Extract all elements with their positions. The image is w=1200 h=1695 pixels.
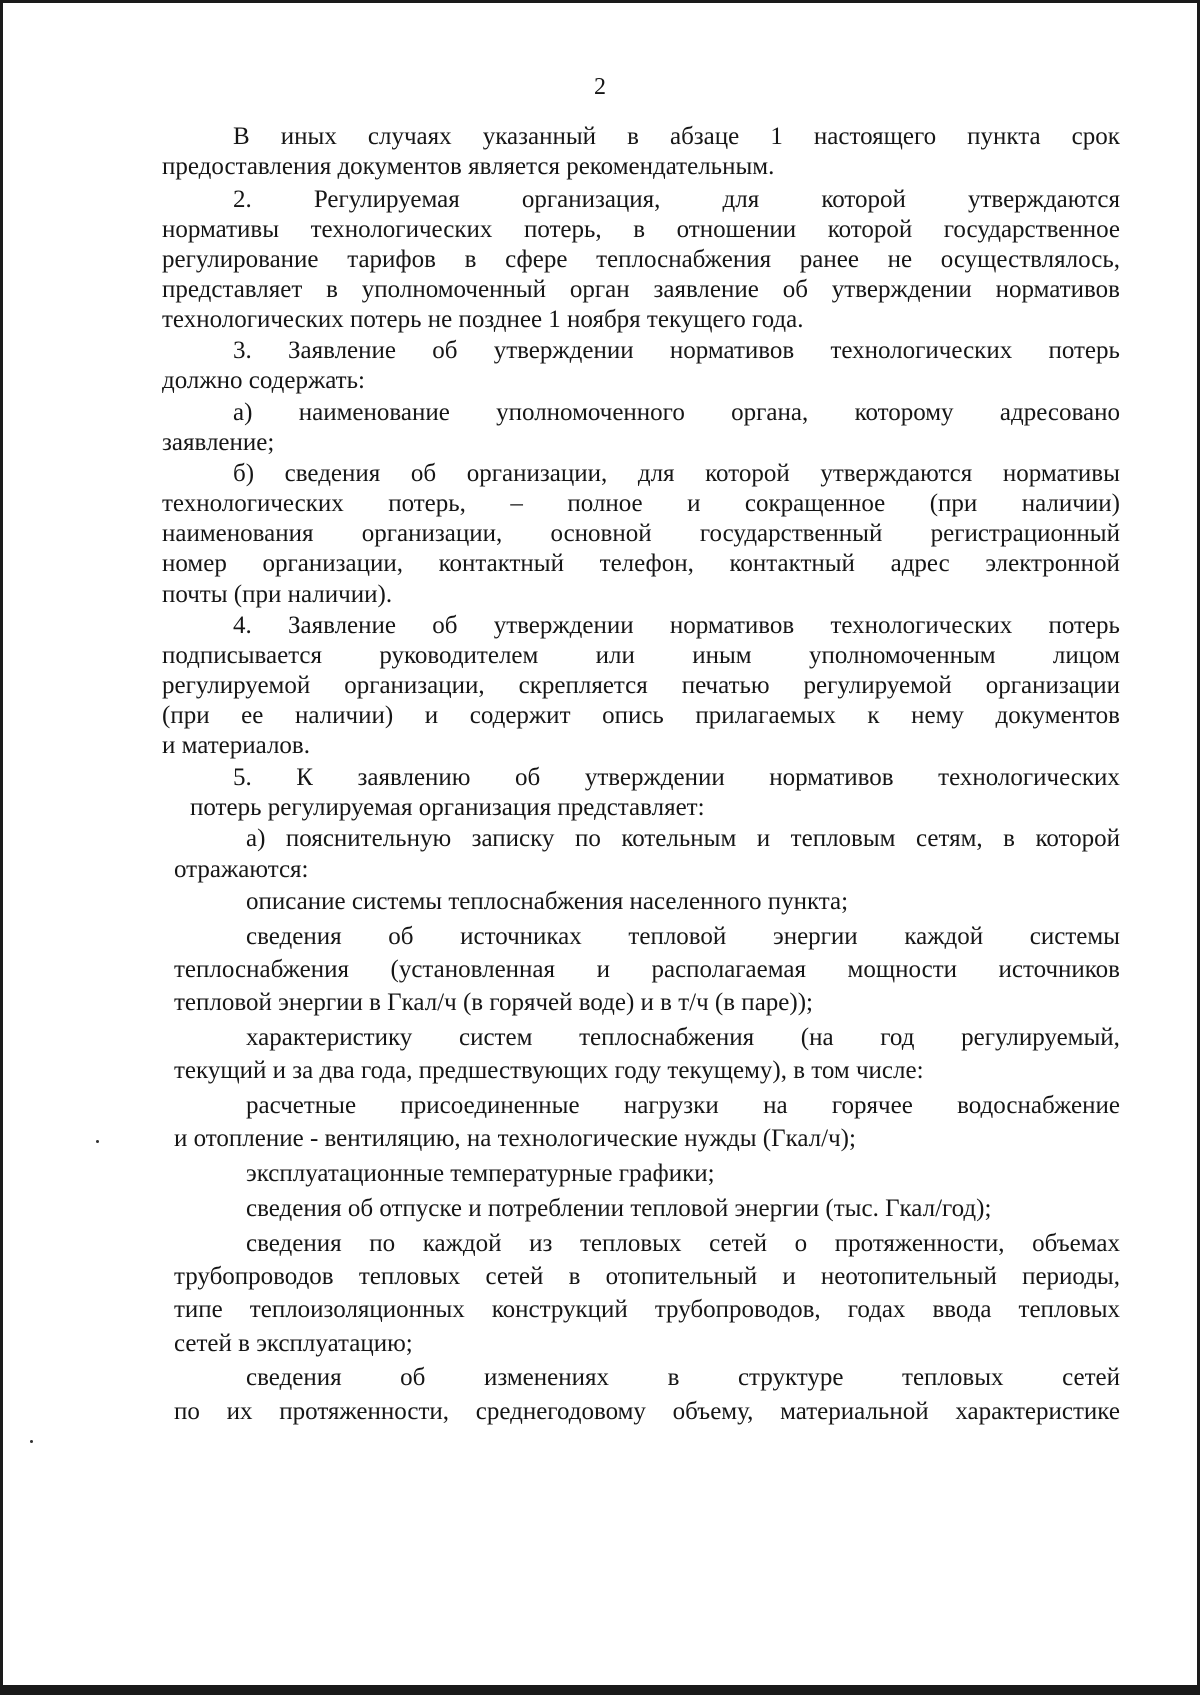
text-line: текущий и за два года, предшествующих году текущему), в том числе: — [174, 1057, 924, 1084]
text-line: номер организации, контактный телефон, контактный адрес электронной — [162, 550, 1120, 577]
text-line: технологических потерь, – полное и сокращенное (при наличии) — [162, 490, 1120, 517]
text-line: описание системы теплоснабжения населенного пункта; — [246, 888, 849, 915]
scan-border-top — [0, 0, 1200, 3]
text-line: расчетные присоединенные нагрузки на горячее водоснабжение — [246, 1092, 1120, 1119]
text-line: сведения об источниках тепловой энергии каждой системы — [246, 923, 1120, 950]
text-line: а) наименование уполномоченного органа, которому адресовано — [233, 399, 1120, 426]
text-line: технологических потерь не позднее 1 ноября текущего года. — [162, 306, 804, 333]
text-line: теплоснабжения (установленная и располагаемая мощности источников — [174, 956, 1120, 983]
text-line: б) сведения об организации, для которой утверждаются нормативы — [233, 460, 1120, 487]
text-line: заявление; — [162, 429, 275, 456]
text-line: почты (при наличии). — [162, 581, 393, 608]
text-line: 2. Регулируемая организация, для которой утверждаются — [233, 186, 1120, 213]
text-line: трубопроводов тепловых сетей в отопительный и неотопительный периоды, — [174, 1263, 1120, 1290]
text-line: отражаются: — [174, 856, 309, 883]
text-line: по их протяженности, среднегодовому объему, материальной характеристике — [174, 1398, 1120, 1425]
text-line: 4. Заявление об утверждении нормативов технологических потерь — [233, 612, 1120, 639]
text-line: потерь регулируемая организация представляет: — [190, 794, 705, 821]
text-line: эксплуатационные температурные графики; — [246, 1160, 715, 1187]
text-line: наименования организации, основной государственный регистрационный — [162, 520, 1120, 547]
scan-border-bottom — [0, 1685, 1200, 1695]
scan-speck — [96, 1140, 99, 1143]
text-line: и отопление - вентиляцию, на технологические нужды (Гкал/ч); — [174, 1125, 856, 1152]
text-line: регулируемой организации, скрепляется печатью регулируемой организации — [162, 672, 1120, 699]
text-line: 5. К заявлению об утверждении нормативов технологических — [233, 764, 1120, 791]
text-line: В иных случаях указанный в абзаце 1 настоящего пункта срок — [233, 123, 1120, 150]
text-line: а) пояснительную записку по котельным и тепловым сетям, в которой — [246, 825, 1120, 852]
text-line: 3. Заявление об утверждении нормативов технологических потерь — [233, 337, 1120, 364]
text-line: сведения об отпуске и потреблении тепловой энергии (тыс. Гкал/год); — [246, 1195, 992, 1222]
text-line: должно содержать: — [162, 367, 365, 394]
text-line: типе теплоизоляционных конструкций трубопроводов, годах ввода тепловых — [174, 1296, 1120, 1323]
text-line: (при ее наличии) и содержит опись прилагаемых к нему документов — [162, 702, 1120, 729]
text-line: подписывается руководителем или иным уполномоченным лицом — [162, 642, 1120, 669]
text-line: сведения по каждой из тепловых сетей о протяженности, объемах — [246, 1230, 1120, 1257]
text-line: тепловой энергии в Гкал/ч (в горячей воде) и в т/ч (в паре)); — [174, 989, 813, 1016]
text-line: регулирование тарифов в сфере теплоснабжения ранее не осуществлялось, — [162, 246, 1120, 273]
text-line: сведения об изменениях в структуре тепловых сетей — [246, 1364, 1120, 1391]
scan-border-left — [0, 0, 3, 1695]
scan-speck — [30, 1440, 33, 1443]
text-line: сетей в эксплуатацию; — [174, 1330, 413, 1357]
text-line: предоставления документов является рекомендательным. — [162, 153, 775, 180]
text-line: характеристику систем теплоснабжения (на год регулируемый, — [246, 1024, 1120, 1051]
text-line: нормативы технологических потерь, в отношении которой государственное — [162, 216, 1120, 243]
text-line: и материалов. — [162, 732, 310, 759]
text-line: представляет в уполномоченный орган заявление об утверждении нормативов — [162, 276, 1120, 303]
page-number: 2 — [594, 74, 606, 100]
